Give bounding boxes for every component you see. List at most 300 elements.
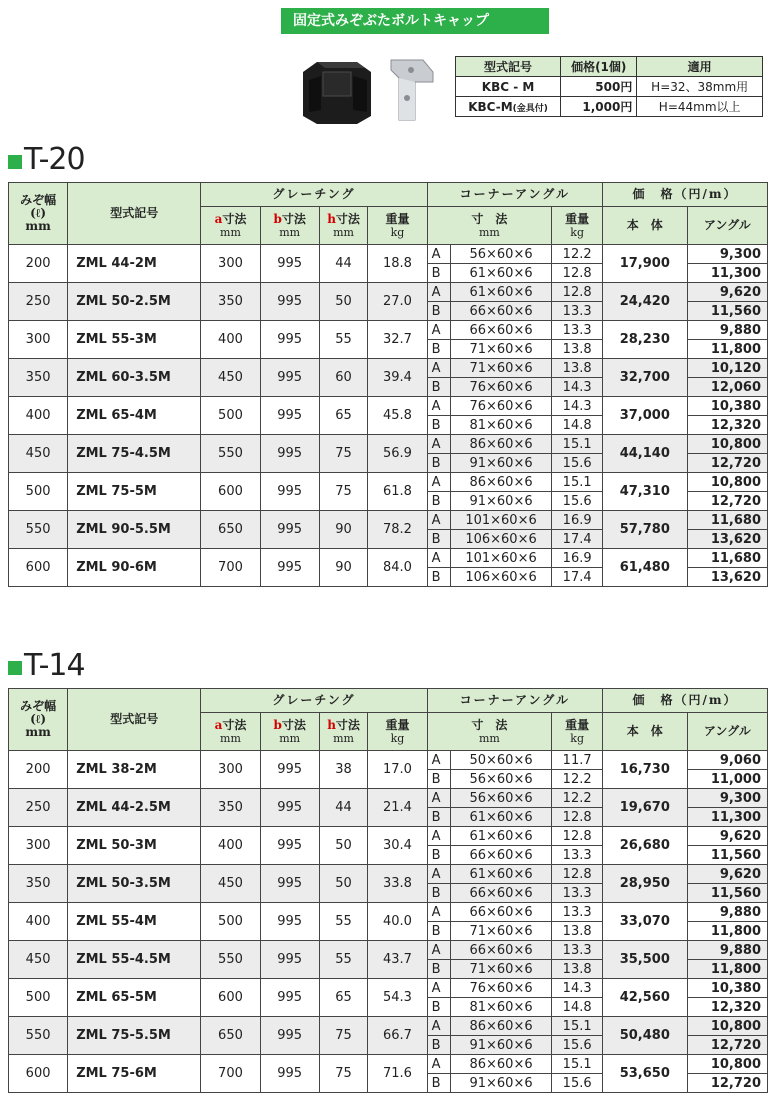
cell-model: ZML 44-2.5M [68, 789, 201, 827]
cell-b: 995 [260, 1017, 319, 1055]
cell-angle-type: B [427, 998, 450, 1017]
cell-angle-price: 11,680 [687, 511, 767, 530]
cell-a: 600 [201, 473, 260, 511]
cell-angle-weight: 15.6 [552, 1074, 603, 1093]
header-a-dim: a寸法 mm [201, 207, 260, 245]
cell-angle-dim: 101×60×6 [450, 511, 551, 530]
cell-model: ZML 60-3.5M [68, 359, 201, 397]
cell-b: 995 [260, 827, 319, 865]
cell-angle-type: B [427, 1036, 450, 1055]
table-row [9, 511, 768, 530]
cell-a: 350 [201, 283, 260, 321]
cell-angle-price: 11,560 [687, 884, 767, 903]
cell-angle-type: A [427, 549, 450, 568]
cell-b: 995 [260, 359, 319, 397]
cell-weight: 54.3 [368, 979, 427, 1017]
cell-a: 550 [201, 435, 260, 473]
cell-weight: 30.4 [368, 827, 427, 865]
cap-model: KBC - M [456, 77, 561, 97]
cell-angle-dim: 61×60×6 [450, 865, 551, 884]
cell-h: 75 [319, 1017, 368, 1055]
cell-width: 300 [9, 321, 68, 359]
cell-a: 700 [201, 549, 260, 587]
header-grating-weight: 重量 kg [368, 207, 427, 245]
cell-model: ZML 75-6M [68, 1055, 201, 1093]
cell-angle-price: 11,800 [687, 960, 767, 979]
cell-model: ZML 44-2M [68, 245, 201, 283]
cell-weight: 40.0 [368, 903, 427, 941]
cell-angle-dim: 50×60×6 [450, 751, 551, 770]
cell-angle-dim: 66×60×6 [450, 941, 551, 960]
cap-header-price: 価格(1個) [561, 57, 637, 77]
cell-angle-price: 12,320 [687, 416, 767, 435]
cell-angle-price: 9,880 [687, 321, 767, 340]
cell-a: 300 [201, 245, 260, 283]
cell-angle-price: 10,380 [687, 979, 767, 998]
cell-model: ZML 65-5M [68, 979, 201, 1017]
cell-angle-price: 9,620 [687, 283, 767, 302]
cell-angle-price: 9,060 [687, 751, 767, 770]
table-row [9, 1017, 768, 1036]
cell-weight: 43.7 [368, 941, 427, 979]
cell-angle-weight: 17.4 [552, 530, 603, 549]
cell-angle-type: B [427, 846, 450, 865]
cell-width: 600 [9, 549, 68, 587]
cell-angle-weight: 15.1 [552, 435, 603, 454]
cell-angle-weight: 12.2 [552, 789, 603, 808]
cell-a: 650 [201, 1017, 260, 1055]
table-row [9, 827, 768, 846]
cell-angle-price: 11,300 [687, 808, 767, 827]
cell-angle-price: 12,320 [687, 998, 767, 1017]
cell-angle-dim: 86×60×6 [450, 1055, 551, 1074]
cell-angle-type: A [427, 359, 450, 378]
cell-model: ZML 55-3M [68, 321, 201, 359]
table-row [9, 245, 768, 264]
cell-body-price: 42,560 [603, 979, 688, 1017]
cell-h: 75 [319, 1055, 368, 1093]
cell-a: 300 [201, 751, 260, 789]
cell-a: 600 [201, 979, 260, 1017]
cell-h: 50 [319, 283, 368, 321]
cell-weight: 84.0 [368, 549, 427, 587]
cell-angle-type: A [427, 941, 450, 960]
cap-price: 1,000円 [561, 97, 637, 117]
cell-angle-type: B [427, 530, 450, 549]
section-title-t20: T-20 [8, 142, 85, 177]
cell-angle-weight: 15.1 [552, 1055, 603, 1074]
header-price: 価 格（円/m） [603, 183, 768, 207]
header-width: みぞ幅 (ℓ) mm [9, 183, 68, 245]
cell-width: 500 [9, 979, 68, 1017]
bolt-cap-photo [295, 50, 445, 128]
cell-angle-weight: 17.4 [552, 568, 603, 587]
cap-row [456, 77, 763, 97]
header-width: みぞ幅 (ℓ) mm [9, 689, 68, 751]
cell-body-price: 24,420 [603, 283, 688, 321]
cell-angle-type: A [427, 903, 450, 922]
cell-b: 995 [260, 549, 319, 587]
cell-body-price: 47,310 [603, 473, 688, 511]
cell-angle-weight: 13.3 [552, 941, 603, 960]
cell-a: 400 [201, 827, 260, 865]
cell-b: 995 [260, 1055, 319, 1093]
header-grating: グレーチング [201, 183, 427, 207]
cell-angle-price: 12,720 [687, 454, 767, 473]
cell-angle-type: A [427, 245, 450, 264]
cell-angle-type: A [427, 827, 450, 846]
cell-width: 250 [9, 789, 68, 827]
cell-angle-dim: 56×60×6 [450, 770, 551, 789]
cell-angle-price: 12,060 [687, 378, 767, 397]
cap-header-apply: 適用 [637, 57, 763, 77]
cell-angle-price: 10,800 [687, 435, 767, 454]
cell-weight: 32.7 [368, 321, 427, 359]
header-angle-price: アングル [687, 713, 767, 751]
cell-model: ZML 55-4M [68, 903, 201, 941]
table-row [9, 903, 768, 922]
cell-weight: 71.6 [368, 1055, 427, 1093]
cell-angle-price: 10,380 [687, 397, 767, 416]
cell-angle-dim: 66×60×6 [450, 846, 551, 865]
cell-angle-weight: 13.8 [552, 359, 603, 378]
cell-angle-dim: 71×60×6 [450, 960, 551, 979]
cell-a: 550 [201, 941, 260, 979]
cell-angle-type: A [427, 789, 450, 808]
header-angle-price: アングル [687, 207, 767, 245]
cell-angle-weight: 15.1 [552, 473, 603, 492]
product-banner [281, 8, 549, 34]
table-row [9, 751, 768, 770]
cell-b: 995 [260, 435, 319, 473]
cell-b: 995 [260, 751, 319, 789]
header-grating: グレーチング [201, 689, 427, 713]
cell-h: 65 [319, 397, 368, 435]
cell-weight: 18.8 [368, 245, 427, 283]
table-row [9, 789, 768, 808]
cell-angle-weight: 14.3 [552, 378, 603, 397]
cell-a: 650 [201, 511, 260, 549]
cell-angle-dim: 101×60×6 [450, 549, 551, 568]
cell-angle-weight: 15.6 [552, 1036, 603, 1055]
cell-angle-weight: 14.3 [552, 979, 603, 998]
table-row [9, 283, 768, 302]
header-b-dim: b寸法 mm [260, 713, 319, 751]
cell-a: 400 [201, 321, 260, 359]
table-row [9, 979, 768, 998]
cell-angle-type: B [427, 884, 450, 903]
header-a-dim: a寸法 mm [201, 713, 260, 751]
cell-h: 90 [319, 549, 368, 587]
table-row [9, 397, 768, 416]
cell-body-price: 61,480 [603, 549, 688, 587]
cell-angle-dim: 91×60×6 [450, 1074, 551, 1093]
cell-angle-dim: 56×60×6 [450, 245, 551, 264]
cell-width: 350 [9, 865, 68, 903]
cell-model: ZML 38-2M [68, 751, 201, 789]
cell-model: ZML 50-3.5M [68, 865, 201, 903]
cell-angle-weight: 12.8 [552, 865, 603, 884]
cell-width: 550 [9, 511, 68, 549]
cell-angle-dim: 61×60×6 [450, 827, 551, 846]
cell-width: 450 [9, 435, 68, 473]
cell-b: 995 [260, 321, 319, 359]
cell-h: 44 [319, 789, 368, 827]
cell-angle-weight: 12.2 [552, 770, 603, 789]
cell-model: ZML 75-5M [68, 473, 201, 511]
cell-angle-dim: 81×60×6 [450, 998, 551, 1017]
cell-angle-dim: 91×60×6 [450, 1036, 551, 1055]
cell-angle-dim: 61×60×6 [450, 283, 551, 302]
cell-angle-weight: 13.8 [552, 922, 603, 941]
cell-weight: 61.8 [368, 473, 427, 511]
cell-body-price: 19,670 [603, 789, 688, 827]
cell-angle-dim: 61×60×6 [450, 264, 551, 283]
cell-body-price: 28,950 [603, 865, 688, 903]
table-row [9, 865, 768, 884]
cell-width: 350 [9, 359, 68, 397]
cell-body-price: 57,780 [603, 511, 688, 549]
cell-width: 200 [9, 245, 68, 283]
table-row [9, 321, 768, 340]
cell-angle-type: B [427, 454, 450, 473]
cell-angle-weight: 12.8 [552, 264, 603, 283]
cell-b: 995 [260, 865, 319, 903]
header-grating-weight: 重量 kg [368, 713, 427, 751]
cell-h: 90 [319, 511, 368, 549]
cell-angle-price: 12,720 [687, 492, 767, 511]
cell-angle-weight: 13.3 [552, 302, 603, 321]
cell-angle-price: 10,120 [687, 359, 767, 378]
cell-angle-weight: 13.8 [552, 340, 603, 359]
cell-angle-type: B [427, 302, 450, 321]
table-row [9, 941, 768, 960]
spec-table-t20 [8, 182, 768, 587]
cap-apply: H=32、38mm用 [637, 77, 763, 97]
cell-angle-dim: 81×60×6 [450, 416, 551, 435]
cell-angle-dim: 71×60×6 [450, 922, 551, 941]
banner-title: 固定式みぞぶたボルトキャップ [293, 13, 489, 29]
cell-model: ZML 55-4.5M [68, 941, 201, 979]
table-row [9, 473, 768, 492]
cell-angle-type: A [427, 283, 450, 302]
cell-angle-weight: 12.8 [552, 283, 603, 302]
cell-angle-price: 11,680 [687, 549, 767, 568]
table-row [9, 359, 768, 378]
cell-angle-type: B [427, 808, 450, 827]
cell-angle-weight: 13.3 [552, 846, 603, 865]
cell-angle-type: A [427, 473, 450, 492]
cell-model: ZML 50-3M [68, 827, 201, 865]
cell-b: 995 [260, 397, 319, 435]
cell-b: 995 [260, 511, 319, 549]
cell-angle-type: B [427, 492, 450, 511]
cell-angle-weight: 11.7 [552, 751, 603, 770]
cell-angle-price: 9,300 [687, 789, 767, 808]
cell-angle-dim: 66×60×6 [450, 321, 551, 340]
cell-angle-type: B [427, 264, 450, 283]
cell-angle-type: A [427, 321, 450, 340]
spec-table-t14 [8, 688, 768, 1093]
cell-h: 38 [319, 751, 368, 789]
cell-angle-price: 11,800 [687, 922, 767, 941]
cap-model: KBC-M(金具付) [456, 97, 561, 117]
cell-angle-dim: 66×60×6 [450, 302, 551, 321]
cell-angle-type: A [427, 751, 450, 770]
cell-b: 995 [260, 979, 319, 1017]
cell-weight: 56.9 [368, 435, 427, 473]
cell-weight: 21.4 [368, 789, 427, 827]
cap-apply: H=44mm以上 [637, 97, 763, 117]
cell-weight: 78.2 [368, 511, 427, 549]
cell-angle-price: 10,800 [687, 1017, 767, 1036]
cell-angle-type: A [427, 511, 450, 530]
header-model: 型式記号 [68, 183, 201, 245]
header-angle-dim: 寸 法 mm [427, 207, 552, 245]
cell-b: 995 [260, 789, 319, 827]
cell-angle-dim: 86×60×6 [450, 435, 551, 454]
header-corner-angle: コーナーアングル [427, 183, 602, 207]
cell-angle-price: 11,560 [687, 302, 767, 321]
cell-width: 550 [9, 1017, 68, 1055]
cap-header-model: 型式記号 [456, 57, 561, 77]
cell-angle-dim: 71×60×6 [450, 340, 551, 359]
cap-price: 500円 [561, 77, 637, 97]
cell-angle-price: 12,720 [687, 1074, 767, 1093]
cell-a: 450 [201, 359, 260, 397]
cell-body-price: 37,000 [603, 397, 688, 435]
bolt-cap-table [455, 56, 763, 117]
cell-angle-dim: 66×60×6 [450, 903, 551, 922]
cell-model: ZML 90-6M [68, 549, 201, 587]
cell-weight: 33.8 [368, 865, 427, 903]
header-body-price: 本 体 [603, 207, 688, 245]
cell-angle-dim: 106×60×6 [450, 568, 551, 587]
header-price: 価 格（円/m） [603, 689, 768, 713]
cell-h: 75 [319, 435, 368, 473]
cell-weight: 17.0 [368, 751, 427, 789]
cell-h: 65 [319, 979, 368, 1017]
cell-angle-dim: 76×60×6 [450, 378, 551, 397]
cell-width: 450 [9, 941, 68, 979]
header-h-dim: h寸法 mm [319, 713, 368, 751]
cell-angle-price: 9,880 [687, 941, 767, 960]
header-angle-dim: 寸 法 mm [427, 713, 552, 751]
cell-angle-weight: 14.8 [552, 998, 603, 1017]
cell-h: 44 [319, 245, 368, 283]
cell-model: ZML 90-5.5M [68, 511, 201, 549]
cell-h: 50 [319, 865, 368, 903]
cell-body-price: 32,700 [603, 359, 688, 397]
cell-body-price: 50,480 [603, 1017, 688, 1055]
cell-model: ZML 75-4.5M [68, 435, 201, 473]
cell-width: 600 [9, 1055, 68, 1093]
cell-angle-price: 13,620 [687, 530, 767, 549]
cell-width: 400 [9, 397, 68, 435]
cell-angle-weight: 15.6 [552, 492, 603, 511]
header-model: 型式記号 [68, 689, 201, 751]
cell-width: 500 [9, 473, 68, 511]
cell-angle-weight: 15.6 [552, 454, 603, 473]
cell-angle-weight: 14.8 [552, 416, 603, 435]
cell-angle-price: 11,300 [687, 264, 767, 283]
cell-angle-price: 11,800 [687, 340, 767, 359]
header-body-price: 本 体 [603, 713, 688, 751]
cell-h: 60 [319, 359, 368, 397]
cell-angle-type: B [427, 568, 450, 587]
cell-angle-type: A [427, 1017, 450, 1036]
cell-angle-type: B [427, 960, 450, 979]
cell-angle-dim: 56×60×6 [450, 789, 551, 808]
cell-angle-weight: 13.3 [552, 321, 603, 340]
cell-angle-dim: 76×60×6 [450, 979, 551, 998]
header-b-dim: b寸法 mm [260, 207, 319, 245]
cell-body-price: 17,900 [603, 245, 688, 283]
header-angle-weight: 重量 kg [552, 207, 603, 245]
cell-b: 995 [260, 245, 319, 283]
cell-angle-weight: 12.8 [552, 808, 603, 827]
cell-angle-weight: 13.3 [552, 903, 603, 922]
header-h-dim: h寸法 mm [319, 207, 368, 245]
cell-angle-type: B [427, 770, 450, 789]
cell-angle-dim: 106×60×6 [450, 530, 551, 549]
section-title-t14: T-14 [8, 648, 85, 683]
cell-angle-dim: 61×60×6 [450, 808, 551, 827]
cell-weight: 27.0 [368, 283, 427, 321]
cell-body-price: 26,680 [603, 827, 688, 865]
header-angle-weight: 重量 kg [552, 713, 603, 751]
cell-angle-dim: 86×60×6 [450, 473, 551, 492]
green-square-icon [8, 661, 22, 675]
cell-a: 350 [201, 789, 260, 827]
cell-angle-price: 9,880 [687, 903, 767, 922]
cell-angle-weight: 14.3 [552, 397, 603, 416]
cell-angle-weight: 12.8 [552, 827, 603, 846]
cell-angle-price: 9,620 [687, 865, 767, 884]
cell-angle-type: B [427, 416, 450, 435]
cell-b: 995 [260, 473, 319, 511]
cell-a: 700 [201, 1055, 260, 1093]
table-row [9, 1055, 768, 1074]
cell-a: 450 [201, 865, 260, 903]
cell-h: 75 [319, 473, 368, 511]
cell-h: 55 [319, 941, 368, 979]
cell-angle-dim: 71×60×6 [450, 359, 551, 378]
cell-angle-dim: 76×60×6 [450, 397, 551, 416]
cell-angle-type: A [427, 397, 450, 416]
cell-angle-weight: 16.9 [552, 549, 603, 568]
cell-weight: 45.8 [368, 397, 427, 435]
cell-angle-price: 10,800 [687, 473, 767, 492]
cell-angle-dim: 91×60×6 [450, 454, 551, 473]
table-row [9, 549, 768, 568]
green-square-icon [8, 155, 22, 169]
cell-b: 995 [260, 941, 319, 979]
cell-body-price: 33,070 [603, 903, 688, 941]
cell-h: 55 [319, 903, 368, 941]
cell-body-price: 53,650 [603, 1055, 688, 1093]
cell-body-price: 44,140 [603, 435, 688, 473]
cell-angle-type: A [427, 435, 450, 454]
cell-body-price: 16,730 [603, 751, 688, 789]
cell-model: ZML 65-4M [68, 397, 201, 435]
cell-body-price: 35,500 [603, 941, 688, 979]
cell-width: 400 [9, 903, 68, 941]
cell-angle-price: 9,620 [687, 827, 767, 846]
cell-width: 200 [9, 751, 68, 789]
cell-body-price: 28,230 [603, 321, 688, 359]
cell-model: ZML 50-2.5M [68, 283, 201, 321]
